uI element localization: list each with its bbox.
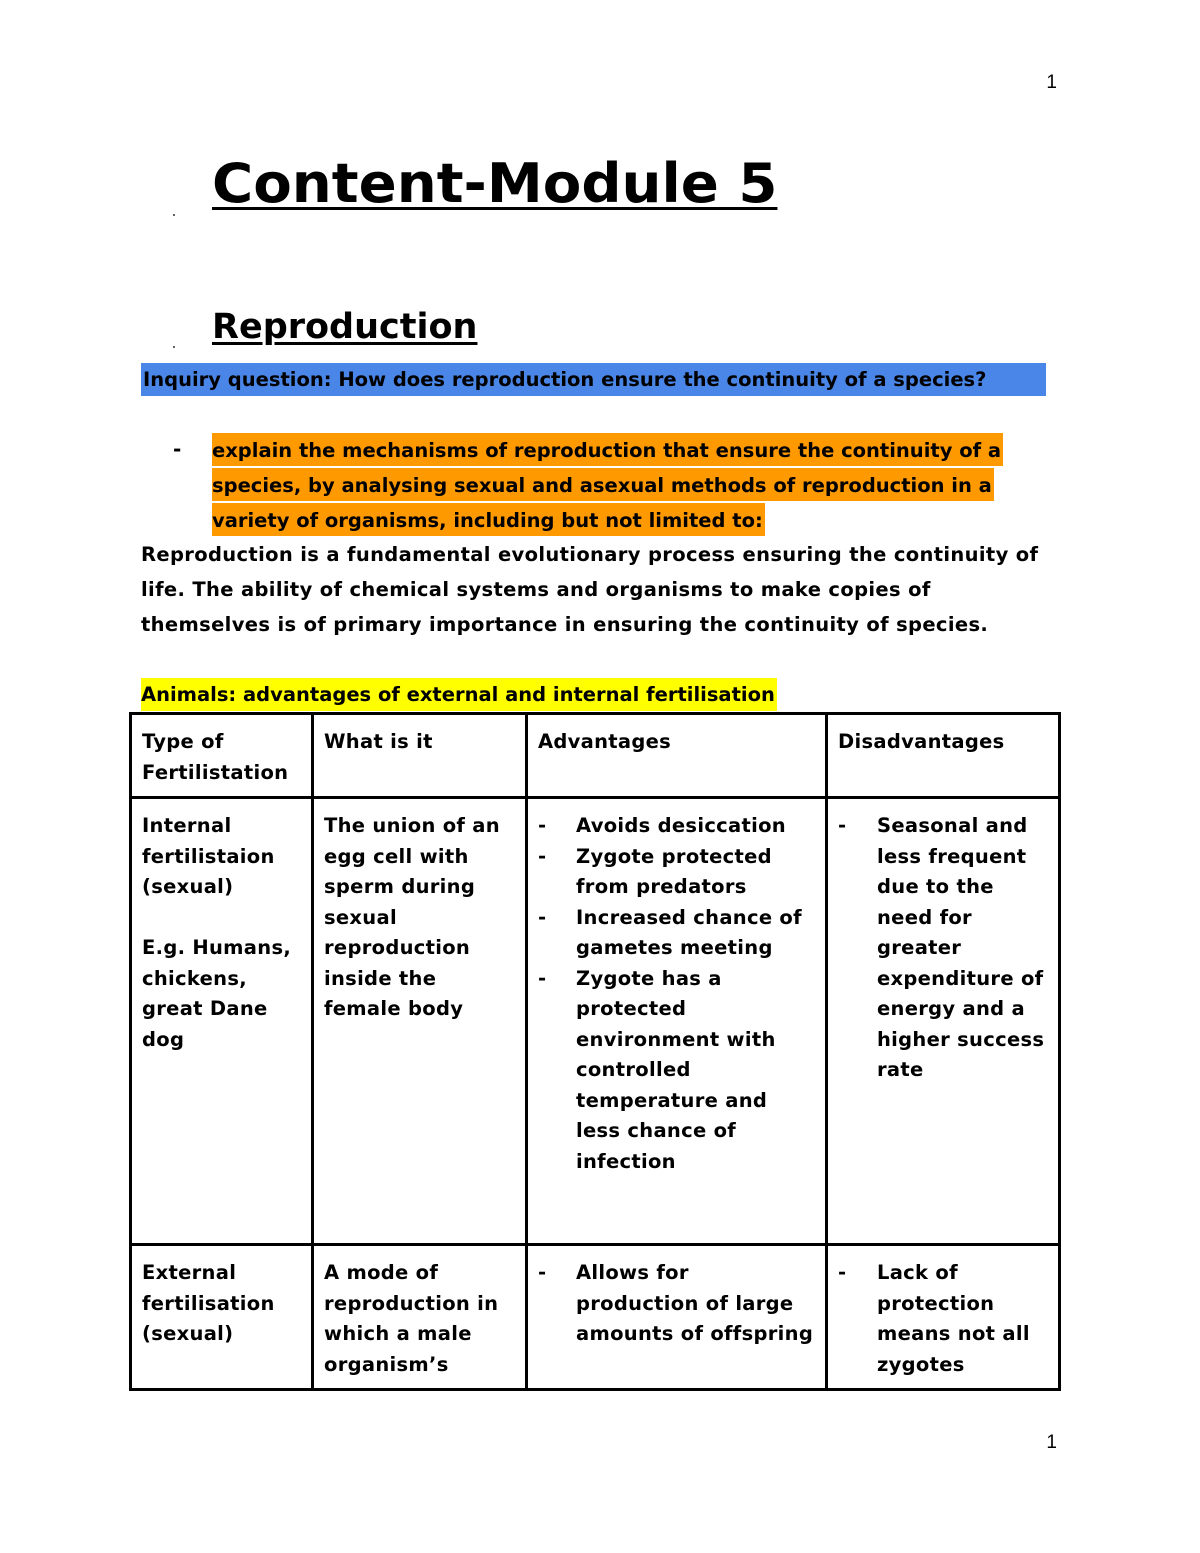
what-cell: A mode of reproduction in which a male organism’s xyxy=(313,1245,527,1390)
outcome-line: explain the mechanisms of reproduction that ensure the continuity of a xyxy=(212,433,1003,466)
inquiry-question: Inquiry question: How does reproduction ensure the continuity of a species? xyxy=(141,363,1046,396)
outcome-line: species, by analysing sexual and asexual methods of reproduction in a xyxy=(212,468,994,501)
section-heading: Reproduction xyxy=(212,307,478,347)
list-item: - Lack of protection means not all zygotes xyxy=(806,1258,1048,1380)
header-advantages: Advantages xyxy=(527,714,827,798)
list-item: - Zygote has a protected environment with controlled temperature and less chance of infection xyxy=(506,964,815,1178)
header-type: Type of Fertilistation xyxy=(131,714,313,798)
list-item: - Zygote protected from predators xyxy=(506,842,815,903)
fertilisation-table xyxy=(129,712,1061,1391)
what-cell: The union of an egg cell with sperm during sexual reproduction inside the female body xyxy=(313,798,527,1245)
type-example: E.g. Humans, chickens, great Dane dog xyxy=(142,936,292,1051)
table-header-row xyxy=(131,714,1060,798)
advantages-cell xyxy=(527,798,827,1245)
outcome-line: variety of organisms, including but not limited to: xyxy=(212,503,765,536)
list-item: - Seasonal and less frequent due to the need for greater expenditure of energy and a higher success rate xyxy=(806,811,1048,1086)
disadvantages-cell xyxy=(827,798,1060,1245)
advantages-cell xyxy=(527,1245,827,1390)
header-what: What is it xyxy=(313,714,527,798)
bullet-marker xyxy=(173,214,175,216)
page-title: Content-Module 5 xyxy=(212,152,778,215)
header-disadvantages: Disadvantages xyxy=(827,714,1060,798)
list-item: - Allows for production of large amounts of offspring xyxy=(506,1258,815,1350)
list-item: - Avoids desiccation xyxy=(506,811,815,842)
disadvantages-cell xyxy=(827,1245,1060,1390)
body-paragraph: Reproduction is a fundamental evolutionary process ensuring the continuity of life. The ability of chemical systems and organisms to make copies of themselves is of primary importance in ensuring the continuity of species. xyxy=(141,543,1039,636)
table-row xyxy=(131,1245,1060,1390)
type-label: Internal fertilistaion (sexual) xyxy=(142,814,275,898)
page-number-bottom: 1 xyxy=(1046,1432,1057,1453)
table-heading: Animals: advantages of external and internal fertilisation xyxy=(141,678,777,711)
list-item: - Increased chance of gametes meeting xyxy=(506,903,815,964)
type-cell: External fertilisation (sexual) xyxy=(131,1245,313,1390)
table-row xyxy=(131,798,1060,1245)
syllabus-outcome xyxy=(212,433,1057,538)
bullet-marker xyxy=(173,346,175,348)
page-number-top: 1 xyxy=(1046,72,1057,93)
type-cell xyxy=(131,798,313,1245)
outcome-dash: - xyxy=(173,437,182,461)
